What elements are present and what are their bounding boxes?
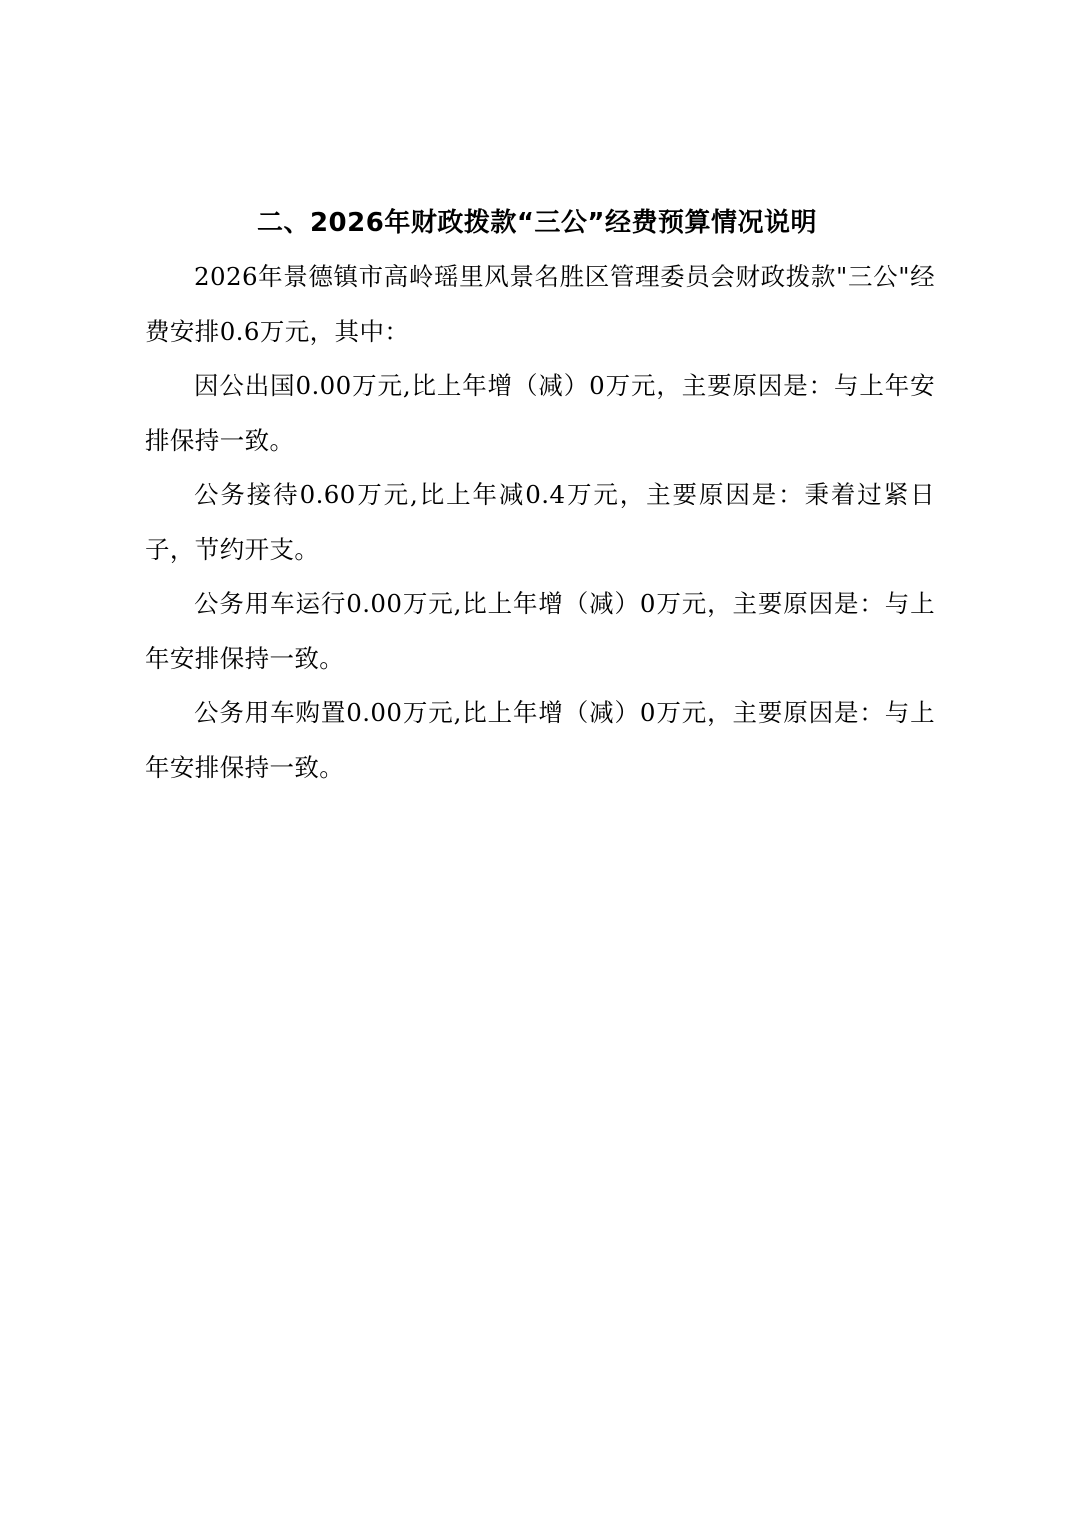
paragraph-vehicle-operation: 公务用车运行0.00万元,比上年增（减）0万元，主要原因是：与上年安排保持一致。: [145, 589, 935, 673]
section-heading: 二、2026年财政拨款“三公”经费预算情况说明: [256, 208, 818, 238]
paragraph-official-reception: 公务接待0.60万元,比上年减0.4万元，主要原因是：秉着过紧日子，节约开支。: [145, 480, 935, 564]
paragraph-vehicle-purchase: 公务用车购置0.00万元,比上年增（减）0万元，主要原因是：与上年安排保持一致。: [145, 698, 935, 782]
document-body: [145, 250, 935, 795]
paragraph-overseas-travel: 因公出国0.00万元,比上年增（减）0万元，主要原因是：与上年安排保持一致。: [145, 371, 935, 455]
paragraph-total-budget: 2026年景德镇市高岭瑶里风景名胜区管理委员会财政拨款"三公"经费安排0.6万元，其中：: [145, 262, 935, 346]
